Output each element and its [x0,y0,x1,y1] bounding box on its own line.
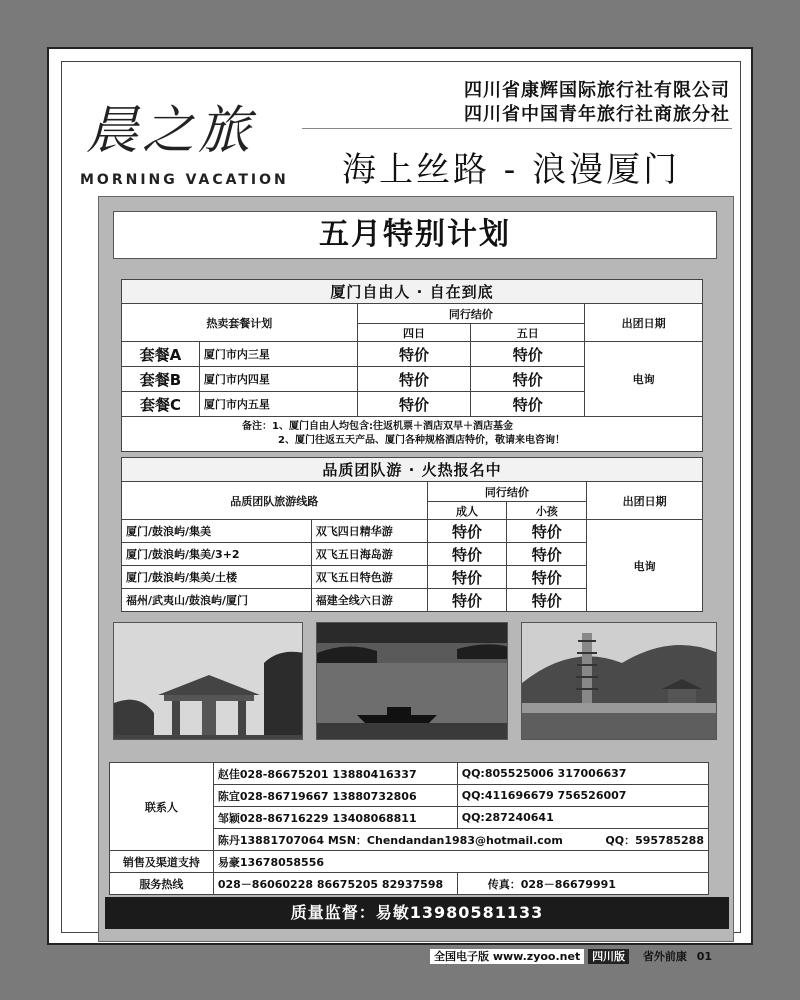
tour-name: 双飞四日精华游 [311,520,427,543]
col-fri: 五日 [471,324,585,342]
contact-phone: 陈宜028-86719667 13880732806 [213,785,457,807]
contact-qq: QQ:805525006 317006637 [457,763,708,785]
contact-qq: QQ:287240641 [457,807,708,829]
plan-name: 套餐A [122,342,200,367]
price-child: 特价 [507,520,587,543]
date-value: 电询 [585,342,703,417]
col-price: 同行结价 [357,304,585,324]
group-tour-table [121,457,703,612]
sales-label: 销售及渠道支持 [110,851,214,873]
route: 厦门/鼓浪屿/集美/3+2 [122,543,312,566]
content-panel [98,196,734,942]
table-row [122,342,703,367]
table-row [110,763,709,785]
logo-script: 晨之旅 [86,101,255,161]
col-thu: 四日 [357,324,471,342]
section1-title: 厦门自由人 · 自在到底 [122,280,703,304]
quality-supervision-bar: 质量监督：易敏13980581133 [105,897,729,929]
page-inner [61,61,741,933]
price-child: 特价 [507,566,587,589]
footer-page-number: 01 [696,950,713,963]
date-value: 电询 [587,520,703,612]
photo-pagoda [521,622,717,740]
contact-msn-qq: QQ：595785288 [605,833,704,847]
contact-phone: 赵佳028-86675201 13880416337 [213,763,457,785]
page-frame [47,47,753,945]
route: 福州/武夷山/鼓浪屿/厦门 [122,589,312,612]
fax-value: 传真：028－86679991 [457,873,708,895]
col-route: 品质团队旅游线路 [122,482,428,520]
col-adult: 成人 [427,502,507,520]
plan-name: 套餐B [122,367,200,392]
contacts-label: 联系人 [110,763,214,851]
col-price: 同行结价 [427,482,587,502]
price-thu: 特价 [357,392,471,417]
note-line-2: 2、厦门往返五天产品、厦门各种规格酒店特价，敬请来电咨询！ [278,435,565,446]
contact-qq: QQ:411696679 756526007 [457,785,708,807]
price-adult: 特价 [427,520,507,543]
col-plan: 热卖套餐计划 [122,304,358,342]
col-date: 出团日期 [585,304,703,342]
price-thu: 特价 [357,367,471,392]
price-child: 特价 [507,543,587,566]
plan-desc: 厦门市内四星 [199,367,357,392]
price-fri: 特价 [471,367,585,392]
footer-brand: 四川版 [588,949,629,964]
col-date: 出团日期 [587,482,703,520]
page-footer [430,948,750,968]
table-row [122,520,703,543]
photo-strip [103,622,723,742]
contact-msn: 陈丹13881707064 MSN：Chendandan1983@hotmail.com [217,833,563,847]
route: 厦门/鼓浪屿/集美/土楼 [122,566,312,589]
tour-name: 福建全线六日游 [311,589,427,612]
logo-english: MORNING VACATION [80,172,289,188]
photo-sea [316,622,508,740]
price-child: 特价 [507,589,587,612]
note-line-1: 备注：1、厦门自由人均包含:往返机票＋酒店双早＋酒店基金 [242,421,513,432]
route: 厦门/鼓浪屿/集美 [122,520,312,543]
logo [80,88,300,198]
tour-name: 双飞五日海岛游 [311,543,427,566]
tour-name: 双飞五日特色游 [311,566,427,589]
hotline-label: 服务热线 [110,873,214,895]
plan-name: 套餐C [122,392,200,417]
plan-desc: 厦门市内三星 [199,342,357,367]
footer-edition[interactable]: 全国电子版 www.zyoo.net [430,949,584,964]
table-row [110,851,709,873]
notes [122,417,703,452]
header-divider [302,128,732,129]
contact-phone: 邹颖028-86716229 13408068811 [213,807,457,829]
table-row [110,873,709,895]
company-name-2: 四川省中国青年旅行社商旅分社 [464,104,730,125]
plan-desc: 厦门市内五星 [199,392,357,417]
section2-title: 品质团队游 · 火热报名中 [122,458,703,482]
price-adult: 特价 [427,589,507,612]
free-travel-table [121,279,703,452]
sales-value: 易豪13678058556 [213,851,708,873]
footer-section: 省外前康 [642,950,687,963]
price-fri: 特价 [471,342,585,367]
contact-msn-row [213,829,708,851]
special-plan-title: 五月特别计划 [113,211,717,259]
contacts-table [109,762,709,895]
col-child: 小孩 [507,502,587,520]
company-name-1: 四川省康辉国际旅行社有限公司 [464,80,730,101]
price-thu: 特价 [357,342,471,367]
price-fri: 特价 [471,392,585,417]
price-adult: 特价 [427,566,507,589]
photo-gate [113,622,303,740]
hotline-value: 028－86060228 86675205 82937598 [213,873,457,895]
price-adult: 特价 [427,543,507,566]
slogan: 海上丝路 - 浪漫厦门 [342,150,681,190]
